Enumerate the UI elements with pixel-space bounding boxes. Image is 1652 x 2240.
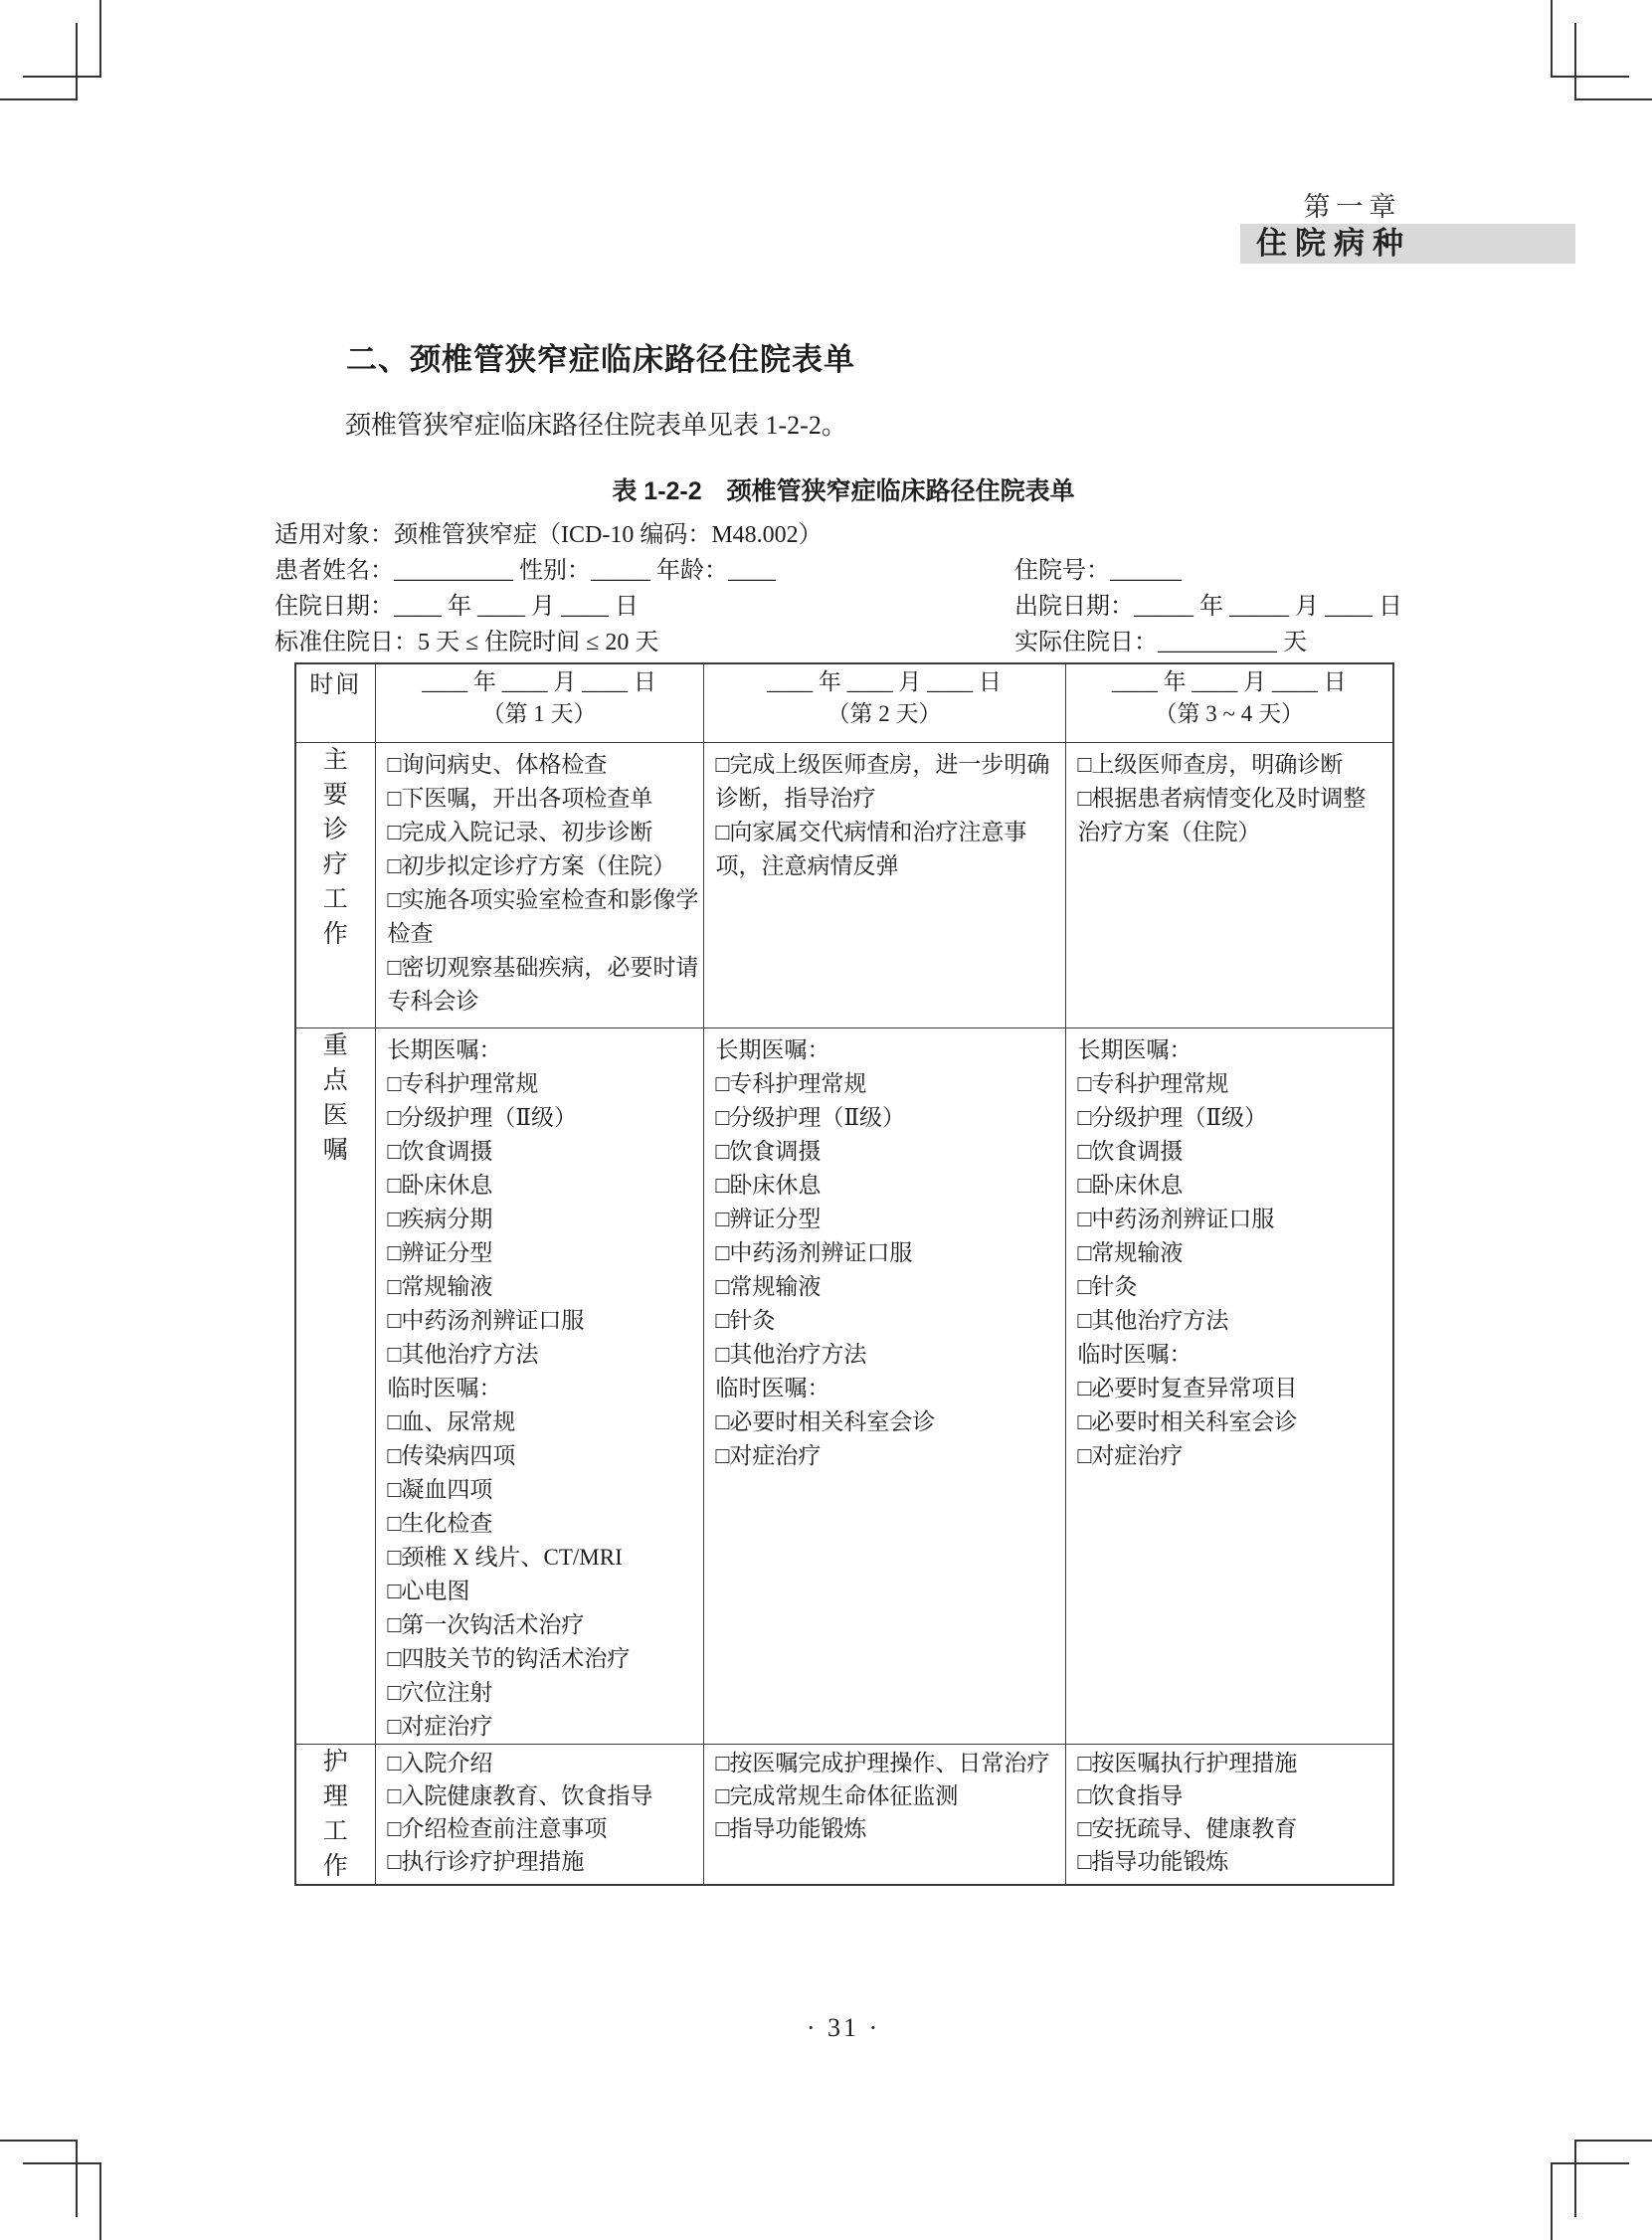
checklist-item: □入院健康教育、饮食指导 <box>387 1782 653 1808</box>
checklist-item: □其他治疗方法 <box>1077 1307 1229 1333</box>
checklist-item: □按医嘱执行护理措施 <box>1077 1750 1298 1775</box>
checklist-item: □指导功能锻炼 <box>1077 1848 1229 1874</box>
meta-patient-name: 患者姓名：__________ 性别：_____ 年龄：____ <box>275 558 776 584</box>
checklist-item: □执行诊疗护理措施 <box>387 1848 585 1874</box>
checklist-item: □饮食调摄 <box>1077 1138 1184 1164</box>
crop-mark <box>76 2140 78 2217</box>
cell-treatment-day2 <box>703 742 1065 1027</box>
col-header-day2 <box>703 663 1065 742</box>
crop-mark <box>1551 2162 1553 2240</box>
clinical-pathway-table <box>294 662 1394 1886</box>
checklist-item: □专科护理常规 <box>715 1070 867 1096</box>
checklist-item: □饮食调摄 <box>387 1138 493 1164</box>
meta-hospital-number: 住院号：______ <box>1014 558 1182 584</box>
date-blank-line: ____ 年 ____ 月 ____ 日 <box>422 669 656 694</box>
checklist-item: □分级护理（Ⅱ级） <box>1077 1104 1268 1130</box>
checklist-item: □询问病史、体格检查 <box>387 751 608 777</box>
crop-mark <box>0 98 78 100</box>
cell-orders-day2 <box>703 1027 1065 1744</box>
day-range-label: （第 3 ~ 4 天） <box>1154 701 1304 726</box>
checklist-item: □针灸 <box>1077 1273 1138 1299</box>
checklist-item: 长期医嘱： <box>1077 1036 1193 1062</box>
checklist-item: □四肢关节的钩活术治疗 <box>387 1645 631 1671</box>
checklist-item: □分级护理（Ⅱ级） <box>715 1104 906 1130</box>
checklist-item: □中药汤剂辨证口服 <box>1077 1206 1275 1231</box>
checklist-item: □饮食指导 <box>1077 1782 1184 1808</box>
crop-mark <box>1551 0 1553 78</box>
day-range-label: （第 1 天） <box>481 701 597 726</box>
checklist-item: 临时医嘱： <box>715 1375 830 1400</box>
page-number: · 31 · <box>806 2013 881 2042</box>
meta-applicable: 适用对象：颈椎管狭窄症（ICD-10 编码：M48.002） <box>275 522 823 548</box>
row-label-nursing-work <box>295 1744 375 1885</box>
crop-mark <box>1552 76 1629 78</box>
cell-orders-day1 <box>375 1027 703 1744</box>
crop-mark <box>99 0 101 78</box>
checklist-item: □密切观察基础疾病，必要时请专科会诊 <box>387 954 699 1014</box>
checklist-item: □完成上级医师查房，进一步明确诊断，指导治疗 <box>715 751 1050 811</box>
row-label-char: 作 <box>322 1852 348 1880</box>
checklist-item: □完成常规生命体征监测 <box>715 1782 959 1808</box>
row-label-char: 嘱 <box>322 1136 348 1164</box>
table-row <box>295 742 1393 1027</box>
row-label-char: 诊 <box>322 816 348 843</box>
crop-mark <box>23 2162 100 2164</box>
checklist-item: □其他治疗方法 <box>387 1341 539 1367</box>
crop-mark <box>1574 23 1576 100</box>
checklist-item: □传染病四项 <box>387 1442 516 1468</box>
checklist-item: □下医嘱，开出各项检查单 <box>387 785 653 811</box>
row-label-char: 疗 <box>322 850 348 878</box>
row-label-char: 工 <box>322 885 348 913</box>
checklist-item: □对症治疗 <box>1077 1442 1184 1468</box>
cell-treatment-day1 <box>375 742 703 1027</box>
crop-mark <box>1574 2140 1652 2142</box>
checklist-item: □中药汤剂辨证口服 <box>387 1307 585 1333</box>
date-blank-line: ____ 年 ____ 月 ____ 日 <box>767 669 1002 694</box>
checklist-item: □凝血四项 <box>387 1476 493 1502</box>
checklist-item: □上级医师查房，明确诊断 <box>1077 751 1344 777</box>
checklist-item: □分级护理（Ⅱ级） <box>387 1104 578 1130</box>
checklist-item: □实施各项实验室检查和影像学检查 <box>387 886 699 946</box>
row-label-char: 工 <box>322 1817 348 1845</box>
col-header-day1 <box>375 663 703 742</box>
checklist-item: □疾病分期 <box>387 1206 493 1231</box>
crop-mark <box>23 76 100 78</box>
checklist-item: □其他治疗方法 <box>715 1341 867 1367</box>
checklist-item: 临时医嘱： <box>1077 1341 1193 1367</box>
chapter-title: 第一章 <box>1303 192 1402 223</box>
checklist-item: □心电图 <box>387 1578 470 1603</box>
cell-nursing-day1 <box>375 1744 703 1885</box>
date-blank-line: ____ 年 ____ 月 ____ 日 <box>1111 669 1347 694</box>
checklist-item: 临时医嘱： <box>387 1375 502 1400</box>
row-label-char: 护 <box>322 1748 348 1775</box>
checklist-item: □专科护理常规 <box>1077 1070 1229 1096</box>
crop-mark <box>99 2162 101 2240</box>
checklist-item: □常规输液 <box>1077 1239 1184 1265</box>
cell-nursing-day2 <box>703 1744 1065 1885</box>
day-range-label: （第 2 天） <box>826 701 942 726</box>
table-row <box>295 1027 1393 1744</box>
crop-mark <box>1574 2140 1576 2217</box>
checklist-item: □初步拟定诊疗方案（住院） <box>387 852 676 878</box>
row-label-char: 作 <box>322 920 348 948</box>
checklist-item: □介绍检查前注意事项 <box>387 1815 608 1841</box>
checklist-item: □第一次钩活术治疗 <box>387 1611 585 1637</box>
table-header-row <box>295 663 1393 742</box>
checklist-item: □血、尿常规 <box>387 1408 516 1434</box>
row-label-main-treatment-work <box>295 742 375 1027</box>
checklist-item: □穴位注射 <box>387 1679 493 1705</box>
checklist-item: □安抚疏导、健康教育 <box>1077 1815 1298 1841</box>
checklist-item: □入院介绍 <box>387 1750 493 1775</box>
checklist-item: □卧床休息 <box>387 1172 493 1198</box>
checklist-item: □专科护理常规 <box>387 1070 539 1096</box>
cell-treatment-day3-4 <box>1065 742 1393 1027</box>
table-caption: 表 1-2-2 颈椎管狭窄症临床路径住院表单 <box>612 477 1075 505</box>
checklist-item: □辨证分型 <box>715 1206 822 1231</box>
checklist-item: □生化检查 <box>387 1510 493 1536</box>
crop-mark <box>0 2140 78 2142</box>
checklist-item: □辨证分型 <box>387 1239 493 1265</box>
checklist-item: □根据患者病情变化及时调整治疗方案（住院） <box>1077 785 1367 844</box>
checklist-item: □指导功能锻炼 <box>715 1815 867 1841</box>
checklist-item: □必要时相关科室会诊 <box>1077 1408 1298 1434</box>
checklist-item: □卧床休息 <box>1077 1172 1184 1198</box>
row-label-char: 理 <box>322 1782 348 1810</box>
checklist-item: □卧床休息 <box>715 1172 822 1198</box>
meta-discharge-date: 出院日期：_____ 年 _____ 月 ____ 日 <box>1014 594 1402 620</box>
checklist-item: □常规输液 <box>387 1273 493 1299</box>
meta-standard-stay: 标准住院日：5 天 ≤ 住院时间 ≤ 20 天 <box>275 630 659 655</box>
crop-mark <box>76 23 78 100</box>
col-header-time: 时间 <box>295 663 375 742</box>
crop-mark <box>1574 98 1652 100</box>
chapter-section-label: 住院病种 <box>1256 226 1411 261</box>
chapter-section-bar <box>1240 224 1575 264</box>
cell-orders-day3-4 <box>1065 1027 1393 1744</box>
checklist-item: □必要时相关科室会诊 <box>715 1408 936 1434</box>
row-label-char: 医 <box>322 1101 348 1129</box>
checklist-item: □针灸 <box>715 1307 776 1333</box>
checklist-item: □饮食调摄 <box>715 1138 822 1164</box>
meta-admission-date: 住院日期：____ 年 ____ 月 ____ 日 <box>275 594 639 620</box>
checklist-item: □必要时复查异常项目 <box>1077 1375 1298 1400</box>
cell-nursing-day3-4 <box>1065 1744 1393 1885</box>
row-label-char: 主 <box>322 746 348 774</box>
row-label-char: 要 <box>322 781 348 809</box>
checklist-item: □颈椎 X 线片、CT/MRI <box>387 1544 623 1570</box>
row-label-char: 重 <box>322 1031 348 1059</box>
checklist-item: 长期医嘱： <box>387 1036 502 1062</box>
crop-mark <box>1552 2162 1629 2164</box>
checklist-item: □常规输液 <box>715 1273 822 1299</box>
checklist-item: □对症治疗 <box>387 1713 493 1739</box>
col-header-day3-4 <box>1065 663 1393 742</box>
meta-actual-stay: 实际住院日：__________ 天 <box>1014 630 1307 655</box>
checklist-item: □按医嘱完成护理操作、日常治疗 <box>715 1750 1050 1775</box>
checklist-item: □对症治疗 <box>715 1442 822 1468</box>
checklist-item: □中药汤剂辨证口服 <box>715 1239 913 1265</box>
row-label-key-orders <box>295 1027 375 1744</box>
checklist-item: □向家属交代病情和治疗注意事项，注意病情反弹 <box>715 819 1027 878</box>
intro-paragraph: 颈椎管狭窄症临床路径住院表单见表 1-2-2。 <box>345 411 847 440</box>
checklist-item: 长期医嘱： <box>715 1036 830 1062</box>
row-label-char: 点 <box>322 1066 348 1094</box>
table-row <box>295 1744 1393 1885</box>
section-heading: 二、颈椎管狭窄症临床路径住院表单 <box>346 342 855 377</box>
checklist-item: □完成入院记录、初步诊断 <box>387 819 653 844</box>
